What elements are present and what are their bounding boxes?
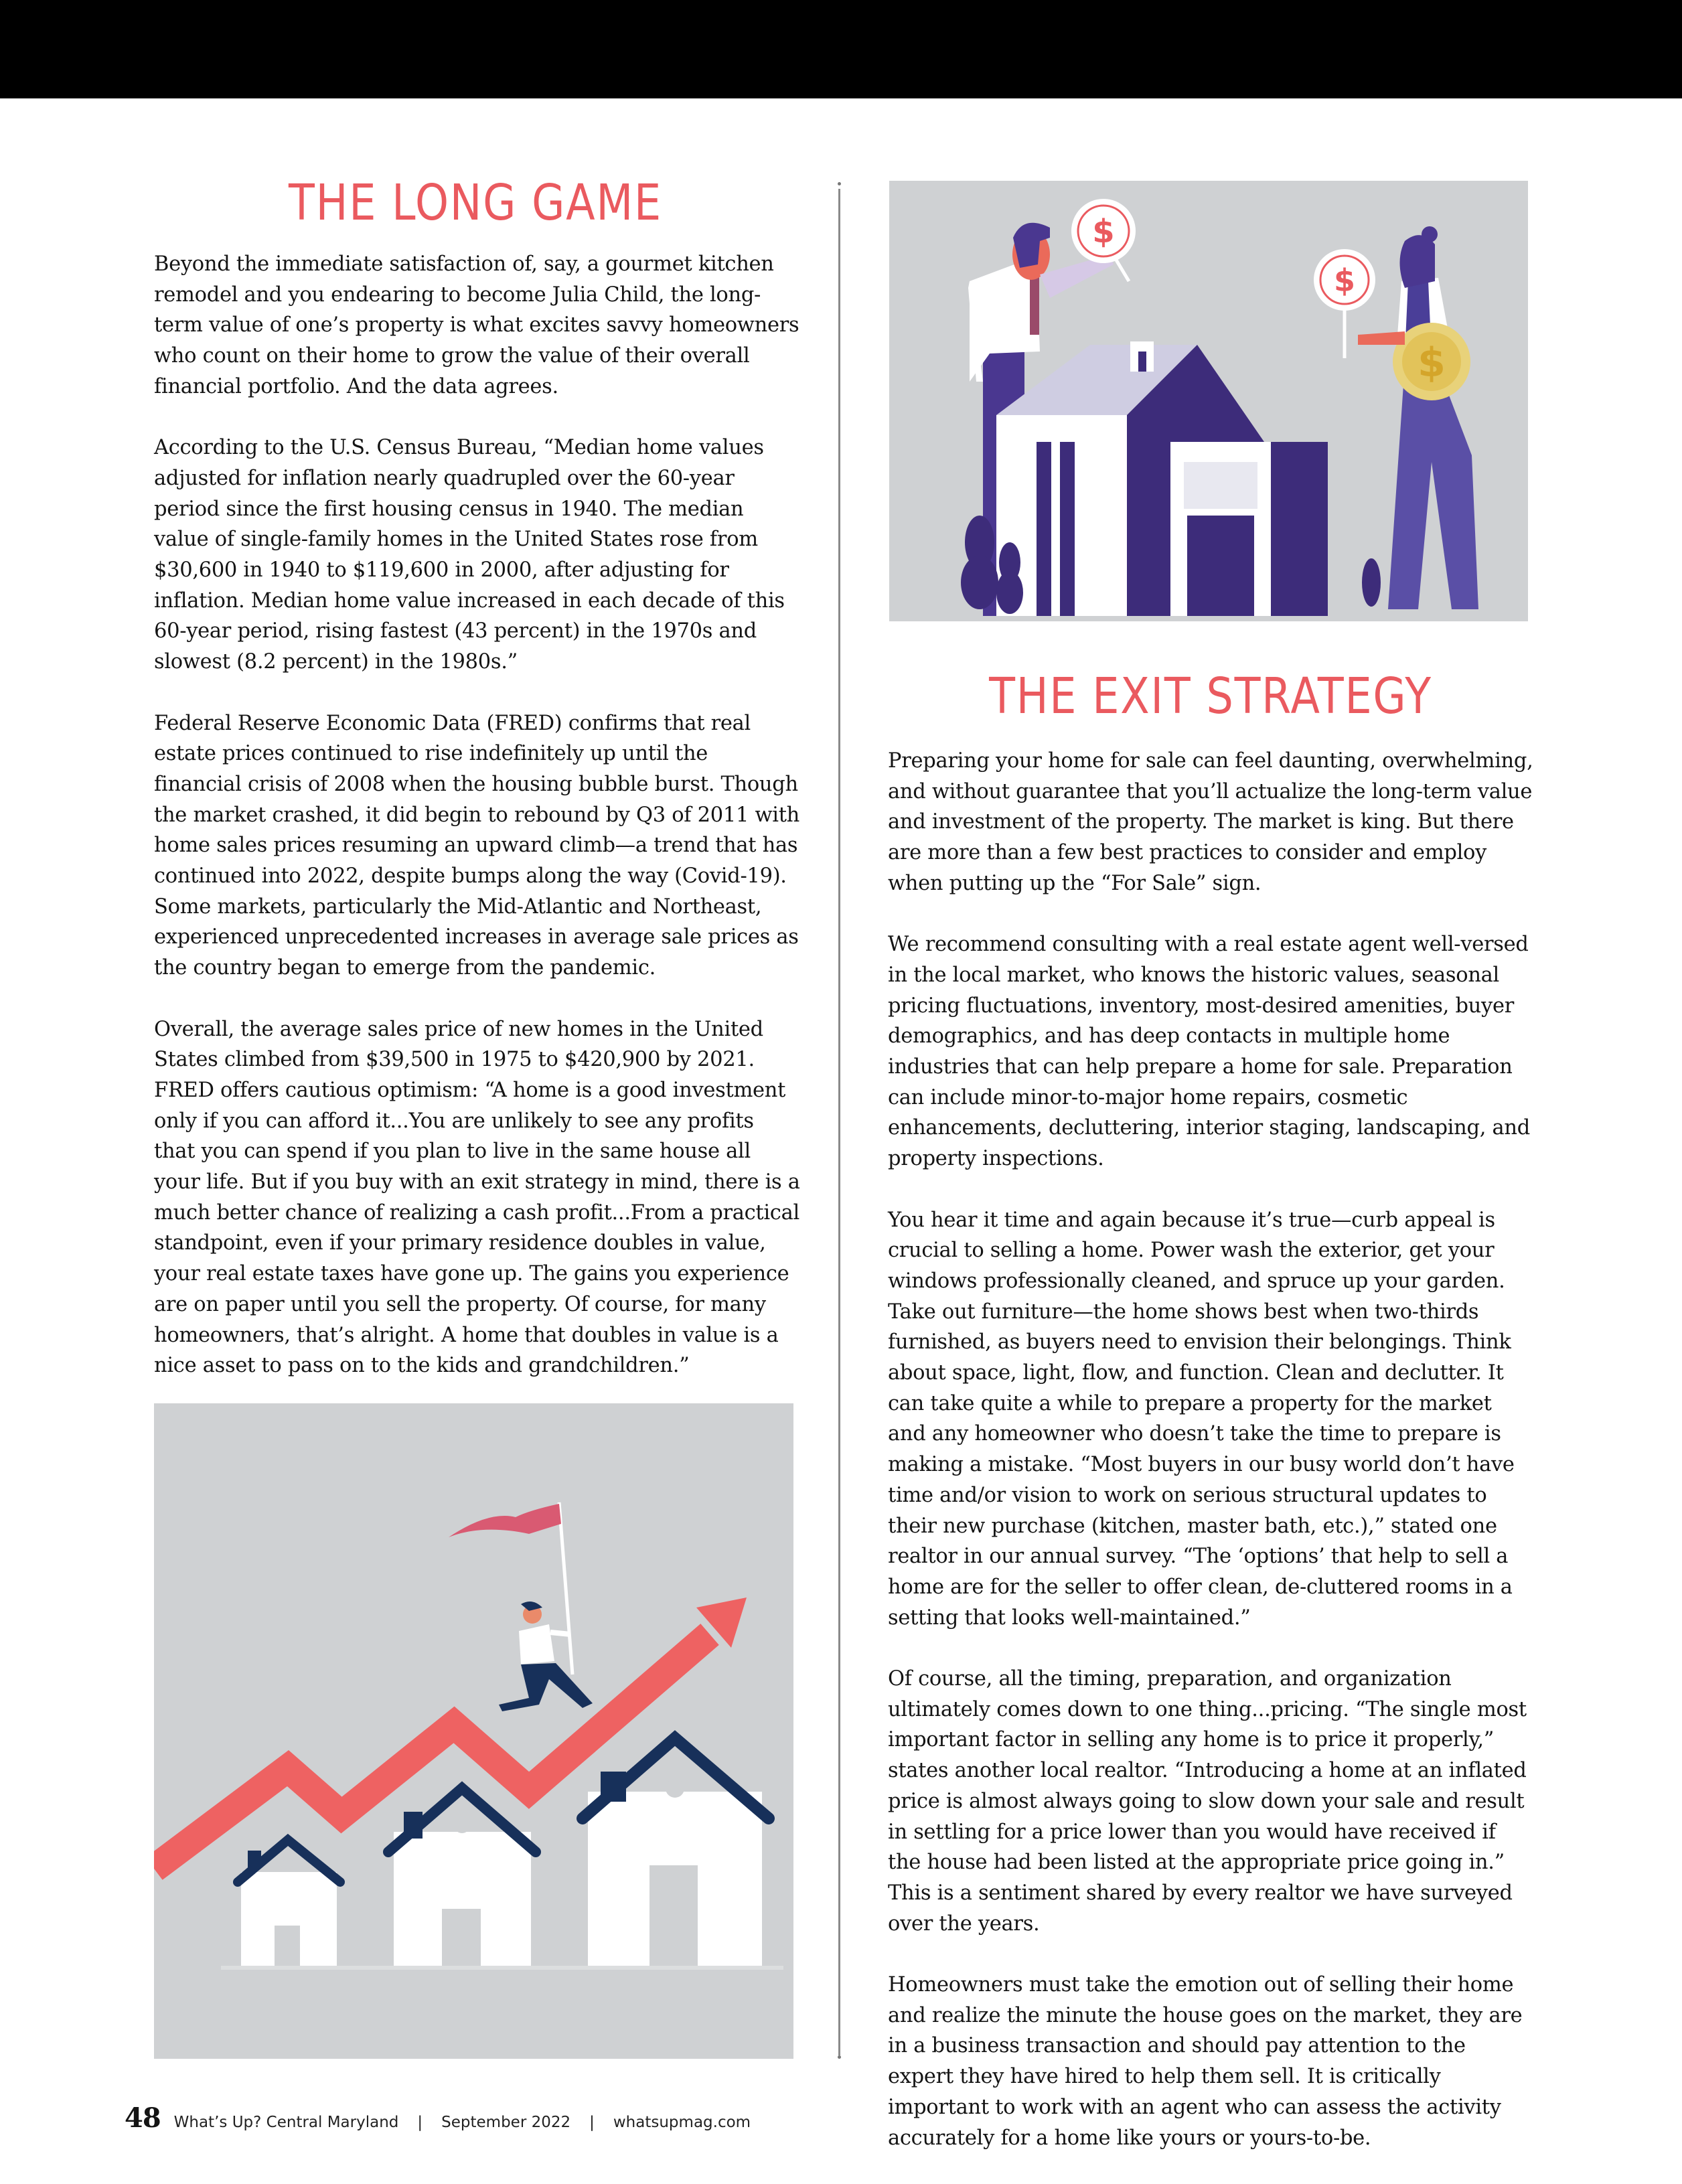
coin-dollar-icon: $ bbox=[1418, 339, 1446, 386]
dollar-icon: $ bbox=[1333, 262, 1356, 299]
paragraph: Of course, all the timing, preparation, and organization ultimately comes down to one thing...pricing. “The single most important factor in selling any home is to price it properly,” states another local realtor. “Introducing a home at an inflated price is almost always going to slow down your sale and result in settling for a price lower than you would have received if the house had been listed at the appropriate price going in.” This is a sentiment shared by every realtor we have surveyed over the years. bbox=[888, 1667, 1527, 1936]
paragraph: You hear it time and again because it’s true—curb appeal is crucial to selling a home. Power wash the exterior, get your windows professionally cleaned, and spruce up your garden. Take out furniture—the home shows best when two-thirds furnished, as buyers need to envision their belongings. Think about space, light, flow, and function. Clean and declutter. It can take quite a while to prepare a property for the market and any homeowner who doesn’t take the time to prepare is making a mistake. “Most buyers in our busy world don’t have time and/or vision to work on serious structural updates to their new purchase (kitchen, master bath, etc.),” stated one realtor in our annual survey. “The ‘options’ that help to sell a home are for the seller to offer clean, de-cluttered rooms in a setting that looks well-maintained.” bbox=[888, 1208, 1515, 1630]
footer-separator: | bbox=[417, 2114, 423, 2131]
paragraph: Overall, the average sales price of new homes in the United States climbed from $39,500 in 1975 to $420,900 by 2021. FRED offers cautious optimism: “A home is a good investment only if you can afford it...You are unlikely to see any profits that you can spend if you plan to live in the same house all your life. But if you buy with an exit strategy in mind, there is a much better chance of realizing a cash profit...From a practical standpoint, even if your primary residence doubles in value, your real estate taxes have gone up. The gains you experience are on paper until you sell the property. Of course, for many homeowners, that’s alright. A home that doubles in value is a nice asset to pass on to the kids and grandchildren.” bbox=[154, 1017, 800, 1378]
ground-shadow bbox=[221, 1966, 783, 1970]
illustration-couple-house bbox=[889, 181, 1528, 621]
footer-separator: | bbox=[589, 2114, 595, 2131]
column-divider bbox=[838, 189, 840, 2055]
issue-date: September 2022 bbox=[441, 2114, 571, 2131]
dollar-icon: $ bbox=[1092, 213, 1115, 250]
left-column-text bbox=[154, 249, 800, 1381]
illustration-rising-market-graphic bbox=[154, 1403, 793, 2059]
top-black-band bbox=[0, 0, 1682, 98]
website-link[interactable]: whatsupmag.com bbox=[613, 2114, 751, 2131]
page-number: 48 bbox=[125, 2102, 161, 2134]
divider-dot-top bbox=[838, 182, 841, 185]
paragraph: Preparing your home for sale can feel daunting, overwhelming, and without guarantee that you’ll actualize the long-term value and investment of the property. The market is king. But there are more than a few best practices to consider and employ when putting up the “For Sale” sign. bbox=[888, 749, 1533, 895]
section-heading-long-game: THE LONG GAME bbox=[289, 174, 662, 232]
divider-dot-bottom bbox=[838, 2055, 841, 2059]
paragraph: We recommend consulting with a real estate agent well-versed in the local market, who knows the historic values, seasonal pricing fluctuations, inventory, most-desired amenities, buyer demographics, and has deep contacts in multiple home industries that can help prepare a home for sale. Preparation can include minor-to-major home repairs, cosmetic enhancements, decluttering, interior staging, landscaping, and property inspections. bbox=[888, 933, 1530, 1171]
section-heading-exit-strategy: THE EXIT STRATEGY bbox=[989, 668, 1432, 725]
paragraph: Federal Reserve Economic Data (FRED) confirms that real estate prices continued to rise indefinitely up until the financial crisis of 2008 when the housing bubble burst. Though the market crashed, it did begin to rebound by Q3 of 2011 with home sales prices resuming an upward climb—a trend that has continued into 2022, despite bumps along the way (Covid-19). Some markets, particularly the Mid-Atlantic and Northeast, experienced unprecedented increases in average sale prices as the country began to emerge from the pandemic. bbox=[154, 711, 800, 980]
right-column-text bbox=[888, 746, 1534, 2153]
paragraph: According to the U.S. Census Bureau, “Median home values adjusted for inflation nearly quadrupled over the 60-year period since the first housing census in 1940. The median value of single-family homes in the United States rose from $30,600 in 1940 to $119,600 in 2000, after adjusting for inflation. Median home value increased in each decade of this 60-year period, rising fastest (43 percent) in the 1970s and slowest (8.2 percent) in the 1980s.” bbox=[154, 436, 785, 674]
paragraph: Beyond the immediate satisfaction of, say, a gourmet kitchen remodel and you endearing to become Julia Child, the long-term value of one’s property is what excites savvy homeowners who count on their home to grow the value of their overall financial portfolio. And the data agrees. bbox=[154, 252, 799, 398]
publication-name: What’s Up? Central Maryland bbox=[173, 2114, 399, 2131]
paragraph: Homeowners must take the emotion out of selling their home and realize the minute the house goes on the market, they are in a business transaction and should pay attention to the expert they have hired to help them sell. It is critically important to work with an agent who can assess the activity accurately for a home like yours or yours-to-be. bbox=[888, 1973, 1523, 2150]
illustration-rising-market bbox=[154, 1403, 793, 2059]
page-footer bbox=[125, 2102, 751, 2142]
illustration-couple-house-graphic bbox=[889, 181, 1528, 621]
